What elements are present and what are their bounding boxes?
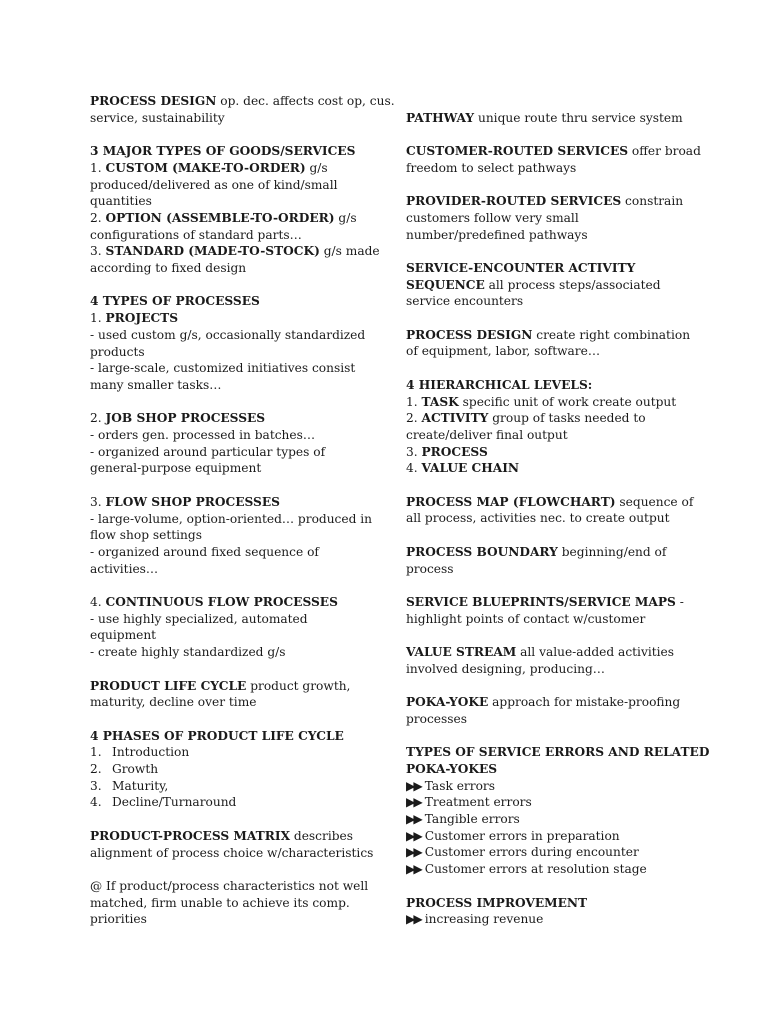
error-item xyxy=(406,794,696,811)
term: CUSTOMER-ROUTED SERVICES xyxy=(406,144,629,159)
note-line: @ If product/process characteristics not well xyxy=(90,878,369,893)
definition: processes xyxy=(406,711,467,726)
definition: produced/delivered as one of kind/small xyxy=(90,177,338,192)
term: PROCESS MAP (FLOWCHART) xyxy=(406,494,616,509)
definition: maturity, decline over time xyxy=(90,695,257,710)
item-number: 1. xyxy=(406,394,422,409)
product-life-cycle-entry xyxy=(90,678,380,711)
definition: approach for mistake-proofing xyxy=(488,695,681,710)
item-number: 4. xyxy=(406,461,422,476)
definition: number/predefined pathways xyxy=(406,227,588,242)
term: CUSTOM (MAKE-TO-ORDER) xyxy=(105,160,306,175)
error-item-text: Customer errors during encounter xyxy=(424,845,639,860)
term: PRODUCT-PROCESS MATRIX xyxy=(90,828,291,843)
definition: unique route thru service system xyxy=(474,110,683,125)
definition: involved designing, producing… xyxy=(406,661,605,676)
section-heading: 4 TYPES OF PROCESSES xyxy=(90,294,260,309)
bullet-line: equipment xyxy=(90,628,157,643)
definition: create/deliver final output xyxy=(406,427,568,442)
double-arrow-icon: ▶▶ xyxy=(406,828,421,843)
left-column xyxy=(90,93,395,928)
term: PROCESS xyxy=(421,444,488,459)
double-arrow-icon: ▶▶ xyxy=(406,845,421,860)
item-number: 2. xyxy=(90,210,106,225)
term: PROCESS DESIGN xyxy=(406,327,533,342)
note-line: matched, firm unable to achieve its comp. xyxy=(90,895,350,910)
definition: offer broad xyxy=(628,144,701,159)
list-item xyxy=(90,794,380,811)
definition: freedom to select pathways xyxy=(406,160,577,175)
process-boundary-entry xyxy=(406,544,696,577)
customer-routed-entry xyxy=(406,143,701,176)
term: PROJECTS xyxy=(105,311,179,326)
definition: service, sustainability xyxy=(90,110,225,125)
error-item xyxy=(406,844,696,861)
definition: g/s xyxy=(305,160,328,175)
item-number: 1. xyxy=(90,745,102,760)
term: POKA-YOKE xyxy=(406,695,489,710)
item-number: 3. xyxy=(90,244,106,259)
list-item-text: Growth xyxy=(112,762,159,777)
definition: g/s made xyxy=(319,244,380,259)
definition: group of tasks needed to xyxy=(488,411,646,426)
definition: all process steps/associated xyxy=(484,277,661,292)
term: PRODUCT LIFE CYCLE xyxy=(90,678,247,693)
list-item-text: Decline/Turnaround xyxy=(112,795,237,810)
bullet-line: - used custom g/s, occasionally standardized xyxy=(90,327,366,342)
double-arrow-icon: ▶▶ xyxy=(406,862,421,877)
definition: g/s xyxy=(334,210,357,225)
definition: sequence of xyxy=(615,494,694,509)
term: FLOW SHOP PROCESSES xyxy=(105,494,280,509)
bullet-line: flow shop settings xyxy=(90,528,202,543)
definition: all process, activities nec. to create output xyxy=(406,511,670,526)
section-heading: TYPES OF SERVICE ERRORS AND RELATED xyxy=(406,745,710,760)
definition: describes xyxy=(290,828,353,843)
process-improvement-section xyxy=(406,895,696,928)
error-item-text: Customer errors at resolution stage xyxy=(424,862,647,877)
phases-section xyxy=(90,728,380,812)
bullet-line: general-purpose equipment xyxy=(90,461,262,476)
bullet-line: - large-scale, customized initiatives consist xyxy=(90,361,356,376)
service-encounter-entry xyxy=(406,260,696,310)
term: PROCESS BOUNDARY xyxy=(406,544,558,559)
term: CONTINUOUS FLOW PROCESSES xyxy=(105,595,338,610)
error-item-text: Treatment errors xyxy=(424,795,532,810)
error-item xyxy=(406,828,696,845)
term: PATHWAY xyxy=(406,110,475,125)
item-number: 2. xyxy=(90,762,102,777)
definition: configurations of standard parts… xyxy=(90,227,302,242)
item-number: 1. xyxy=(90,160,106,175)
process-map-entry xyxy=(406,494,696,527)
poka-yoke-entry xyxy=(406,694,696,727)
item-number: 3. xyxy=(406,444,422,459)
double-arrow-icon: ▶▶ xyxy=(406,812,421,827)
list-item xyxy=(90,744,380,761)
definition: beginning/end of xyxy=(557,544,667,559)
bullet-line: many smaller tasks… xyxy=(90,377,222,392)
bullet-line: - organized around particular types of xyxy=(90,444,326,459)
term: JOB SHOP PROCESSES xyxy=(105,411,266,426)
bullet-line: - create highly standardized g/s xyxy=(90,645,286,660)
process-types-projects xyxy=(90,293,380,393)
double-arrow-icon: ▶▶ xyxy=(406,912,421,927)
section-heading: POKA-YOKES xyxy=(406,761,498,776)
service-errors-section xyxy=(406,744,710,878)
definition: according to fixed design xyxy=(90,261,247,276)
error-item-text: Task errors xyxy=(424,778,495,793)
bullet-line: - organized around fixed sequence of xyxy=(90,544,319,559)
term: STANDARD (MADE-TO-STOCK) xyxy=(105,244,320,259)
process-types-jobshop xyxy=(90,410,380,477)
process-types-continuous xyxy=(90,594,380,661)
error-item-text: Customer errors in preparation xyxy=(424,828,620,843)
definition: constrain xyxy=(621,194,684,209)
item-number: 3. xyxy=(90,494,106,509)
error-item xyxy=(406,778,696,795)
term: OPTION (ASSEMBLE-TO-ORDER) xyxy=(105,210,335,225)
improvement-item xyxy=(406,911,696,928)
process-design-entry xyxy=(90,93,395,126)
term: SERVICE-ENCOUNTER ACTIVITY xyxy=(406,260,636,275)
section-heading: PROCESS IMPROVEMENT xyxy=(406,895,588,910)
double-arrow-icon: ▶▶ xyxy=(406,778,421,793)
item-number: 1. xyxy=(90,311,106,326)
list-item xyxy=(90,778,380,795)
pathway-entry xyxy=(406,110,696,127)
item-number: 2. xyxy=(90,411,106,426)
list-item-text: Maturity, xyxy=(112,778,169,793)
term: VALUE CHAIN xyxy=(421,461,520,476)
note-line: priorities xyxy=(90,912,147,927)
list-item-text: Introduction xyxy=(112,745,190,760)
item-number: 2. xyxy=(406,411,422,426)
error-item xyxy=(406,861,696,878)
definition: op. dec. affects cost op, cus. xyxy=(216,94,395,108)
item-number: 4. xyxy=(90,595,106,610)
term: VALUE STREAM xyxy=(406,645,517,660)
definition: - xyxy=(675,594,684,609)
error-item xyxy=(406,811,696,828)
definition: of equipment, labor, software… xyxy=(406,344,601,359)
definition: quantities xyxy=(90,194,152,209)
provider-routed-entry xyxy=(406,193,696,243)
bullet-line: activities… xyxy=(90,561,159,576)
definition: all value-added activities xyxy=(516,645,674,660)
definition: service encounters xyxy=(406,294,524,309)
definition: alignment of process choice w/characteristics xyxy=(90,845,374,860)
improvement-item-text: increasing revenue xyxy=(424,912,544,927)
section-heading: 4 HIERARCHICAL LEVELS: xyxy=(406,377,593,392)
term: SEQUENCE xyxy=(406,277,485,292)
note-entry xyxy=(90,878,380,928)
right-column xyxy=(406,93,710,928)
definition: customers follow very small xyxy=(406,210,579,225)
term: PROVIDER-ROUTED SERVICES xyxy=(406,194,622,209)
bullet-line: products xyxy=(90,344,145,359)
definition: highlight points of contact w/customer xyxy=(406,611,646,626)
section-heading: 3 MAJOR TYPES OF GOODS/SERVICES xyxy=(90,144,356,159)
section-heading: 4 PHASES OF PRODUCT LIFE CYCLE xyxy=(90,728,344,743)
double-arrow-icon: ▶▶ xyxy=(406,795,421,810)
major-types-section xyxy=(90,143,380,277)
process-design-right-entry xyxy=(406,327,696,360)
bullet-line: - large-volume, option-oriented… produced in xyxy=(90,511,373,526)
bullet-line: - orders gen. processed in batches… xyxy=(90,428,316,443)
definition: create right combination xyxy=(532,327,691,342)
definition: product growth, xyxy=(246,678,351,693)
item-number: 4. xyxy=(90,795,102,810)
bullet-line: - use highly specialized, automated xyxy=(90,611,308,626)
item-number: 3. xyxy=(90,778,102,793)
value-stream-entry xyxy=(406,644,696,677)
term: ACTIVITY xyxy=(421,411,489,426)
product-process-matrix-entry xyxy=(90,828,380,861)
service-blueprints-entry xyxy=(406,594,696,627)
definition: specific unit of work create output xyxy=(458,394,677,409)
term: TASK xyxy=(421,394,459,409)
term: SERVICE BLUEPRINTS/SERVICE MAPS xyxy=(406,594,676,609)
definition: process xyxy=(406,561,454,576)
list-item xyxy=(90,761,380,778)
hierarchical-levels-section xyxy=(406,377,696,477)
error-item-text: Tangible errors xyxy=(424,812,520,827)
term: PROCESS DESIGN xyxy=(90,94,217,108)
process-types-flowshop xyxy=(90,494,380,578)
